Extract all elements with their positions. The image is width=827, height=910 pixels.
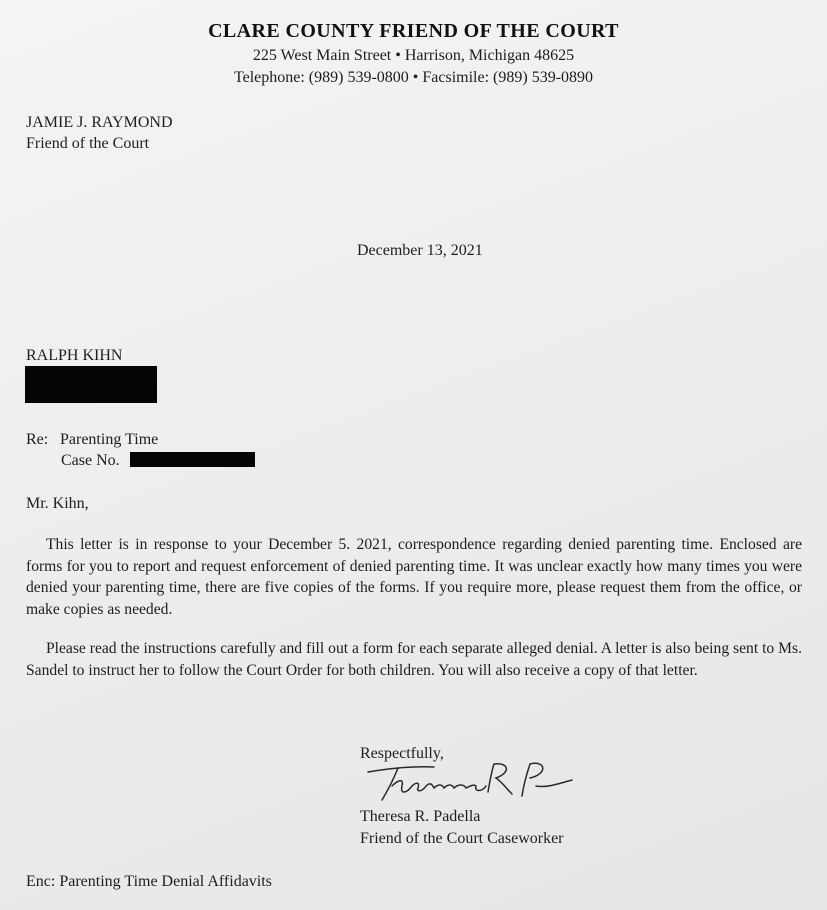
recipient-name: RALPH KIHN	[26, 347, 123, 364]
re-subject: Parenting Time	[60, 431, 159, 448]
salutation: Mr. Kihn,	[26, 495, 89, 512]
signer-name: Theresa R. Padella	[360, 808, 481, 825]
organization-address: 225 West Main Street • Harrison, Michigan 48625	[252, 47, 575, 64]
organization-name: CLARE COUNTY FRIEND OF THE COURT	[208, 20, 619, 42]
organization-phone-fax: Telephone: (989) 539-0800 • Facsimile: (989) 539-0890	[233, 69, 594, 86]
body-paragraph-1: This letter is in response to your December 5. 2021, correspondence regarding denied parenting time. Enclosed are forms for you to report and request enforcement of denied parenting time. It was unclear exactly how many times you were denied your parenting time, there are five copies of the forms. If you require more, please request them from the office, or make copies as needed.	[26, 536, 802, 618]
valediction: Respectfully,	[360, 745, 444, 762]
official-name: JAMIE J. RAYMOND	[26, 114, 173, 131]
redacted-case-number	[130, 452, 255, 467]
redacted-address-block	[25, 366, 157, 403]
re-label: Re:	[26, 431, 49, 448]
letter-date: December 13, 2021	[357, 242, 483, 259]
handwritten-signature	[362, 756, 582, 802]
body-paragraph-2: Please read the instructions carefully and fill out a form for each separate alleged denial. A letter is also being sent to Ms. Sandel to instruct her to follow the Court Order for both children. You will also receive a copy of that letter.	[26, 640, 802, 679]
official-title: Friend of the Court	[26, 135, 150, 152]
case-number-label: Case No.	[61, 452, 120, 469]
enclosure-note: Enc: Parenting Time Denial Affidavits	[26, 873, 272, 890]
signer-title: Friend of the Court Caseworker	[360, 830, 564, 847]
